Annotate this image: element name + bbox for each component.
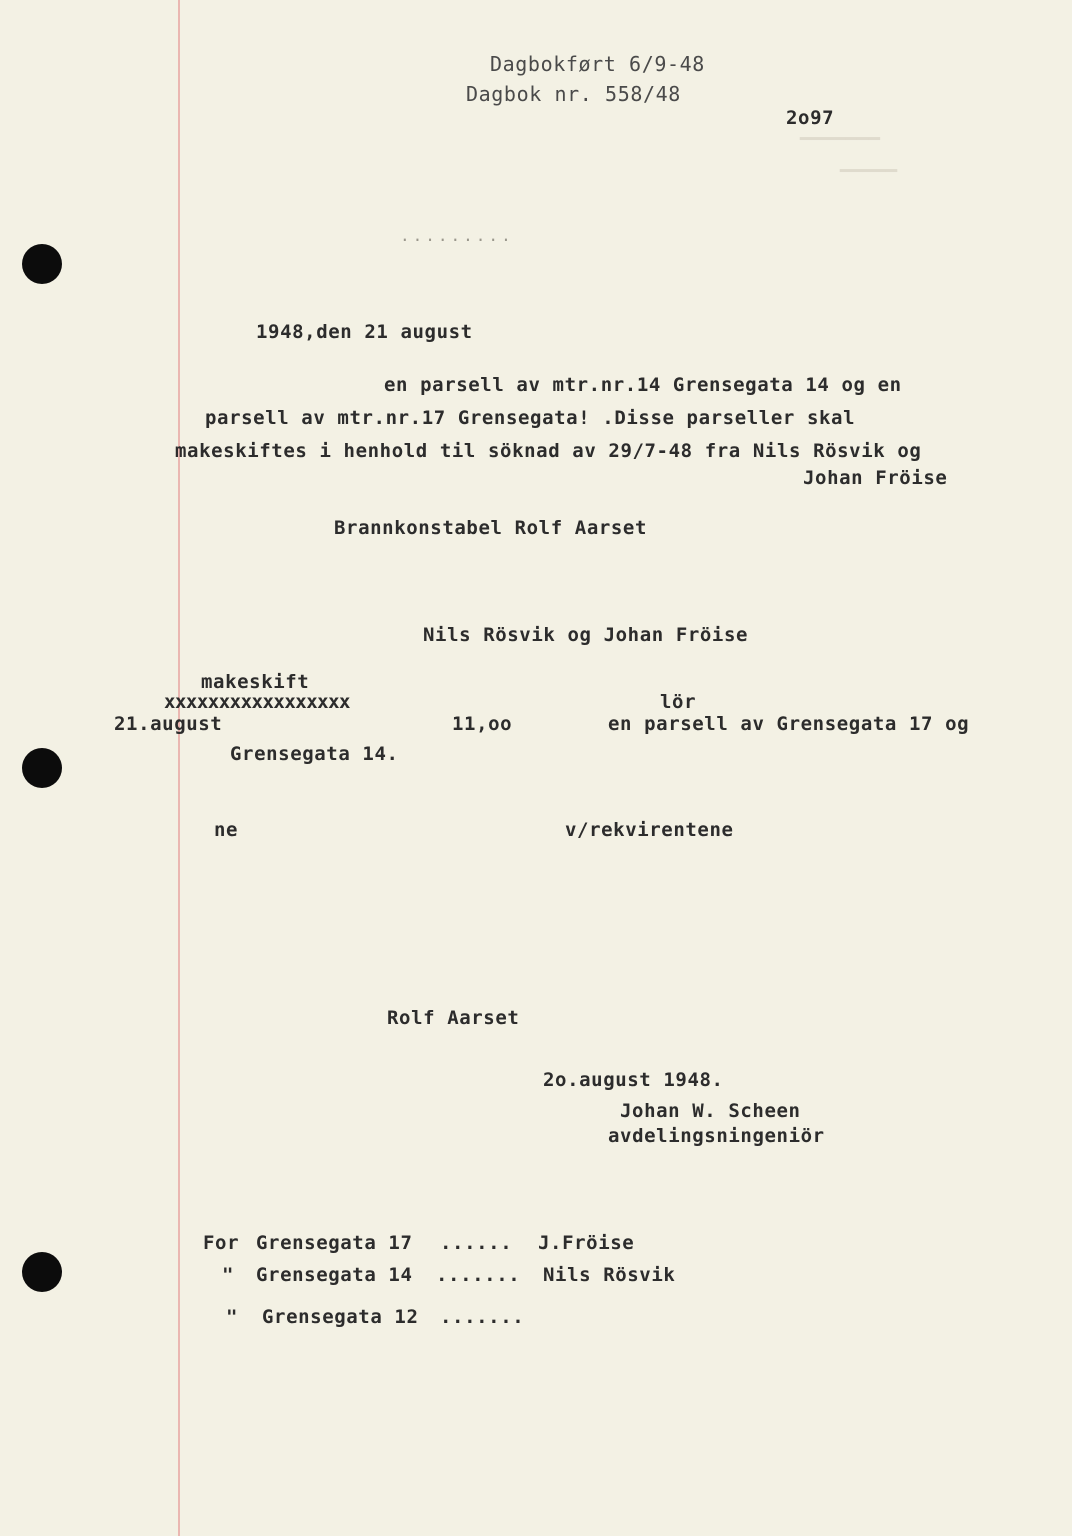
signature-prefix: For: [203, 1232, 240, 1254]
signature-dots: .......: [440, 1306, 525, 1328]
signature-dots: .......: [436, 1264, 521, 1286]
bleed-through: ▔▔▔▔▔▔▔: [800, 138, 881, 160]
signature-property: Grensegata 14: [256, 1264, 413, 1286]
signature-property: Grensegata 17: [256, 1232, 413, 1254]
form-date: 21.august: [114, 713, 223, 735]
bleed-through: ▔▔▔▔▔: [840, 170, 898, 192]
approval-date: 2o.august 1948.: [543, 1069, 724, 1091]
signature-signer: Nils Rösvik: [543, 1264, 676, 1286]
dotted-line: .........: [400, 226, 514, 245]
approval-name: Johan W. Scheen: [620, 1100, 801, 1122]
struck-text: xxxxxxxxxxxxxxxxx: [164, 691, 350, 713]
signature-name: Rolf Aarset: [387, 1007, 520, 1029]
official-name: Brannkonstabel Rolf Aarset: [334, 517, 648, 539]
form-time: 11,oo: [452, 713, 513, 735]
punch-hole: [22, 244, 62, 284]
form-object: en parsell av Grensegata 17 og: [608, 713, 970, 735]
signature-property: Grensegata 12: [262, 1306, 419, 1328]
document-date: 1948,den 21 august: [256, 321, 473, 343]
description-line: makeskiftes i henhold til söknad av 29/7-48 fra Nils Rösvik og: [175, 440, 922, 462]
approval-title: avdelingsningeniör: [608, 1125, 825, 1147]
weekday: lör: [660, 691, 697, 713]
signature-prefix: ": [226, 1306, 239, 1328]
requesters: Nils Rösvik og Johan Fröise: [423, 624, 749, 646]
margin-rule: [178, 0, 180, 1536]
form-object: Grensegata 14.: [230, 743, 399, 765]
dagbokfort-stamp: Dagbokført 6/9-48: [490, 52, 705, 76]
form-ne: ne: [214, 819, 239, 841]
form-type: makeskift: [201, 671, 310, 693]
description-line: parsell av mtr.nr.17 Grensegata! .Disse parseller skal: [205, 407, 856, 429]
description-line: Johan Fröise: [803, 467, 948, 489]
description-line: en parsell av mtr.nr.14 Grensegata 14 og en: [384, 374, 902, 396]
dagbok-number-stamp: Dagbok nr. 558/48: [466, 82, 681, 106]
form-by: v/rekvirentene: [565, 819, 734, 841]
punch-hole: [22, 1252, 62, 1292]
signature-signer: J.Fröise: [538, 1232, 635, 1254]
punch-hole: [22, 748, 62, 788]
page-number: 2o97: [786, 107, 835, 129]
signature-dots: ......: [440, 1232, 513, 1254]
signature-prefix: ": [222, 1264, 235, 1286]
